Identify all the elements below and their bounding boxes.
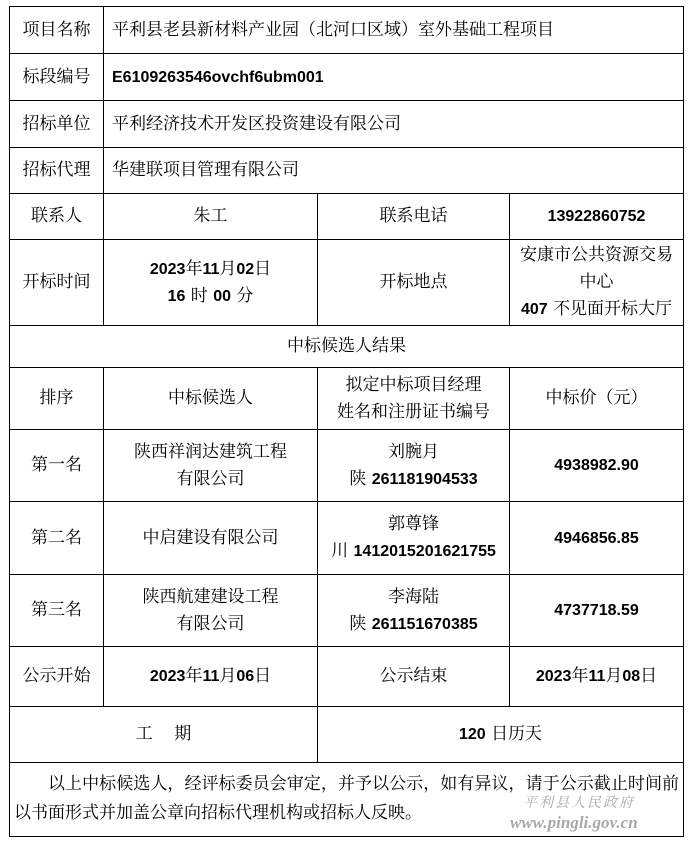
rank-cell: 第一名 xyxy=(10,430,104,502)
manager-cell: 李海陆 陕 261151670385 xyxy=(318,575,510,647)
opening-minute: 00 xyxy=(213,287,231,305)
tenderer-label: 招标单位 xyxy=(10,101,104,148)
opening-month: 11 xyxy=(202,260,220,278)
bid-result-table xyxy=(9,6,684,837)
publicity-start-label: 公示开始 xyxy=(10,647,104,707)
col-candidate: 中标候选人 xyxy=(104,368,318,430)
watermark-url: www.pingli.gov.cn xyxy=(510,813,638,832)
manager-cell: 郭尊锋 川 1412015201621755 xyxy=(318,502,510,575)
publicity-start-value: 2023年11月06日 xyxy=(104,647,318,707)
watermark-text: 平利县人民政府 xyxy=(523,796,635,811)
opening-day: 02 xyxy=(236,260,255,278)
project-name-row xyxy=(10,7,684,54)
opening-time-value: 2023年11月02日 16 时 00 分 xyxy=(104,240,318,326)
phone-label: 联系电话 xyxy=(318,194,510,240)
section-no-label: 标段编号 xyxy=(10,54,104,101)
candidate-cell: 陕西祥润达建筑工程 有限公司 xyxy=(104,430,318,502)
project-name-label: 项目名称 xyxy=(10,7,104,54)
section-no-row xyxy=(10,54,684,101)
opening-hour: 16 xyxy=(167,287,186,305)
col-manager: 拟定中标项目经理 姓名和注册证书编号 xyxy=(318,368,510,430)
contact-row xyxy=(10,194,684,240)
col-price: 中标价（元） xyxy=(510,368,684,430)
results-title: 中标候选人结果 xyxy=(10,326,684,368)
opening-place-value: 安康市公共资源交易中心 407 不见面开标大厅 xyxy=(510,240,684,326)
price-cell: 4938982.90 xyxy=(510,430,684,502)
tenderer-value: 平利经济技术开发区投资建设有限公司 xyxy=(104,101,684,148)
duration-label: 工 期 xyxy=(10,707,318,763)
opening-year: 2023 xyxy=(149,260,186,278)
agent-row xyxy=(10,148,684,194)
contact-value: 朱工 xyxy=(104,194,318,240)
rank-cell: 第三名 xyxy=(10,575,104,647)
table-row xyxy=(10,430,684,502)
col-rank: 排序 xyxy=(10,368,104,430)
opening-time-label: 开标时间 xyxy=(10,240,104,326)
candidate-cell: 陕西航建建设工程 有限公司 xyxy=(104,575,318,647)
publicity-end-label: 公示结束 xyxy=(318,647,510,707)
contact-label: 联系人 xyxy=(10,194,104,240)
notice-text: 以上中标候选人，经评标委员会审定，并予以公示，如有异议，请于公示截止时间前以书面形式并加盖公章向招标代理机构或招标人反映。 xyxy=(10,763,684,837)
project-name-value: 平利县老县新材料产业园（北河口区域）室外基础工程项目 xyxy=(104,7,684,54)
opening-row xyxy=(10,240,684,326)
publicity-row xyxy=(10,647,684,707)
agent-label: 招标代理 xyxy=(10,148,104,194)
manager-cell: 刘腕月 陕 261181904533 xyxy=(318,430,510,502)
publicity-end-value: 2023年11月08日 xyxy=(510,647,684,707)
price-cell: 4946856.85 xyxy=(510,502,684,575)
agent-value: 华建联项目管理有限公司 xyxy=(104,148,684,194)
results-header-row xyxy=(10,368,684,430)
duration-row xyxy=(10,707,684,763)
tenderer-row xyxy=(10,101,684,148)
results-title-row xyxy=(10,326,684,368)
table-row xyxy=(10,502,684,575)
table-row xyxy=(10,575,684,647)
rank-cell: 第二名 xyxy=(10,502,104,575)
opening-place-label: 开标地点 xyxy=(318,240,510,326)
candidate-cell: 中启建设有限公司 xyxy=(104,502,318,575)
duration-value: 120 日历天 xyxy=(318,707,684,763)
phone-value: 13922860752 xyxy=(510,194,684,240)
section-no-value: E6109263546ovchf6ubm001 xyxy=(104,54,684,101)
price-cell: 4737718.59 xyxy=(510,575,684,647)
